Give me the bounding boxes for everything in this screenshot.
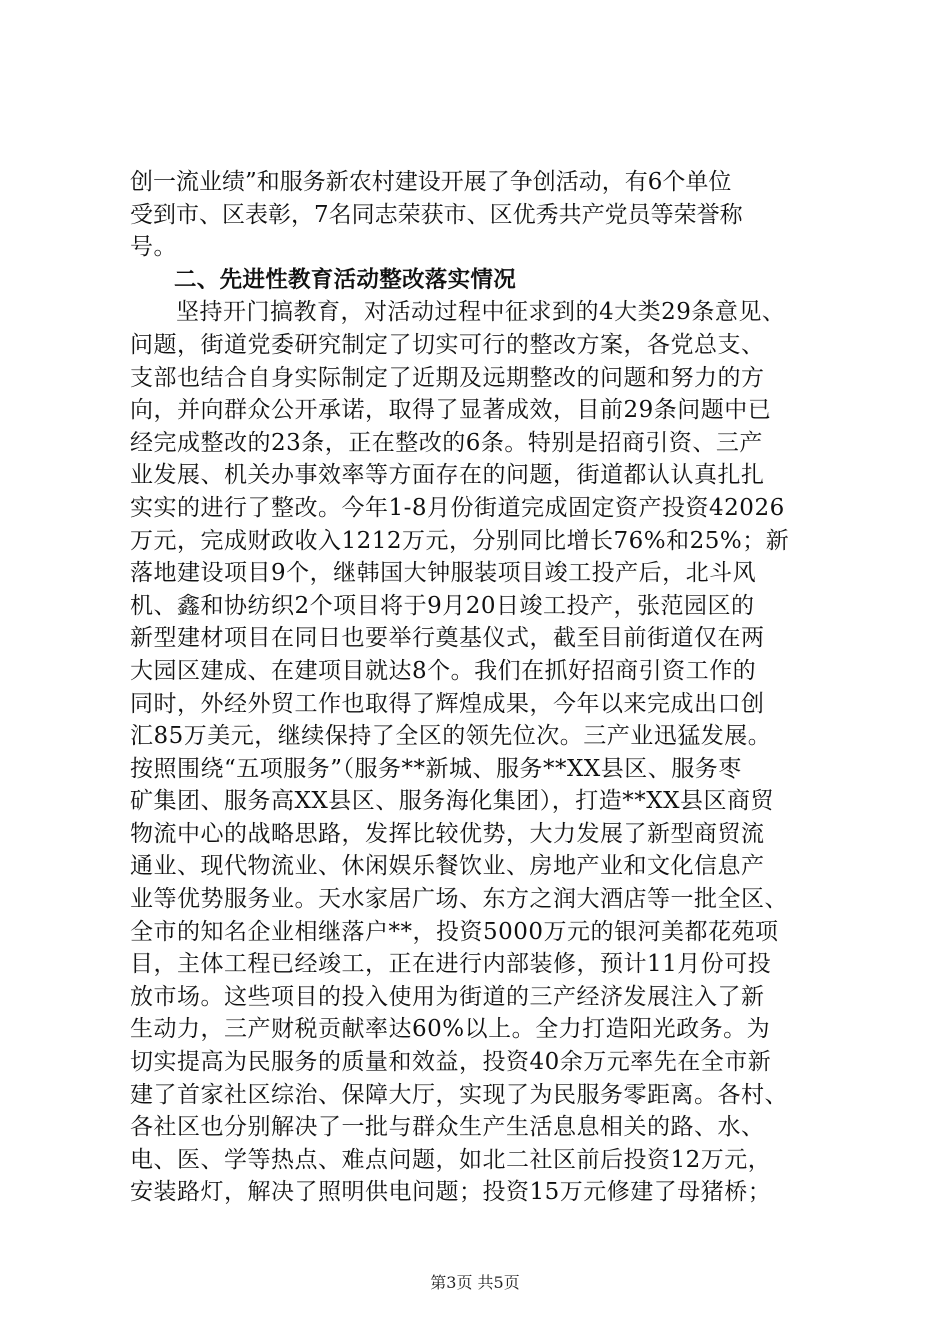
body-line: 生动力，三产财税贡献率达60%以上。全力打造阳光政务。为 (130, 1016, 771, 1043)
body-line: 业发展、机关办事效率等方面存在的问题，街道都认认真扎扎 (130, 462, 765, 489)
body-line: 坚持开门搞教育，对活动过程中征求到的4大类29条意见、 (176, 299, 786, 326)
body-line: 支部也结合自身实际制定了近期及远期整改的问题和努力的方 (130, 364, 765, 391)
body-line: 矿集团、服务高XX县区、服务海化集团），打造**XX县区商贸 (130, 788, 774, 815)
body-line: 问题，街道党委研究制定了切实可行的整改方案，各党总支、 (130, 331, 765, 358)
body-line: 机、鑫和协纺织2个项目将于9月20日竣工投产，张范园区的 (130, 592, 755, 619)
body-line: 受到市、区表彰，7名同志荣获市、区优秀共产党员等荣誉称 (130, 201, 743, 228)
body-line: 切实提高为民服务的质量和效益，投资40余万元率先在全市新 (130, 1049, 772, 1076)
body-line: 大园区建成、在建项目就达8个。我们在抓好招商引资工作的 (130, 657, 757, 684)
body-line: 各社区也分别解决了一批与群众生产生活息息相关的路、水、 (130, 1114, 765, 1141)
page-number-footer: 第3页 共5页 (430, 1273, 520, 1292)
body-line: 新型建材项目在同日也要举行奠基仪式，截至目前街道仅在两 (130, 625, 765, 652)
body-line: 物流中心的战略思路，发挥比较优势，大力发展了新型商贸流 (130, 820, 765, 847)
body-line: 放市场。这些项目的投入使用为街道的三产经济发展注入了新 (130, 983, 765, 1010)
body-line: 万元，完成财政收入1212万元，分别同比增长76%和25%；新 (130, 527, 790, 554)
body-line: 创一流业绩”和服务新农村建设开展了争创活动，有6个单位 (130, 169, 732, 195)
body-line: 全市的知名企业相继落户**，投资5000万元的银河美都花苑项 (130, 918, 779, 945)
body-line: 按照围绕“五项服务”（服务**新城、服务**XX县区、服务枣 (130, 755, 742, 782)
body-line: 汇85万美元，继续保持了全区的领先位次。三产业迅猛发展。 (130, 723, 772, 750)
body-line: 号。 (130, 234, 177, 261)
body-line: 建了首家社区综治、保障大厅，实现了为民服务零距离。各村、 (130, 1081, 788, 1108)
document-body (130, 166, 838, 1209)
body-line: 电、医、学等热点、难点问题，如北二社区前后投资12万元， (130, 1146, 772, 1173)
body-line: 实实的进行了整改。今年1-8月份街道完成固定资产投资42026 (130, 494, 785, 521)
section-heading: 二、先进性教育活动整改落实情况 (174, 266, 517, 293)
body-line: 安装路灯，解决了照明供电问题；投资15万元修建了母猪桥； (130, 1179, 772, 1206)
body-line: 落地建设项目9个，继韩国大钟服装项目竣工投产后，北斗风 (130, 560, 757, 587)
body-line: 经完成整改的23条，正在整改的6条。特别是招商引资、三产 (130, 429, 763, 456)
body-line: 向，并向群众公开承诺，取得了显著成效，目前29条问题中已 (130, 397, 772, 424)
body-line: 业等优势服务业。天水家居广场、东方之润大酒店等一批全区、 (130, 886, 788, 913)
body-line: 同时，外经外贸工作也取得了辉煌成果，今年以来完成出口创 (130, 690, 765, 717)
body-line: 目，主体工程已经竣工，正在进行内部装修，预计11月份可投 (130, 951, 772, 978)
body-line: 通业、现代物流业、休闲娱乐餐饮业、房地产业和文化信息产 (130, 853, 765, 880)
